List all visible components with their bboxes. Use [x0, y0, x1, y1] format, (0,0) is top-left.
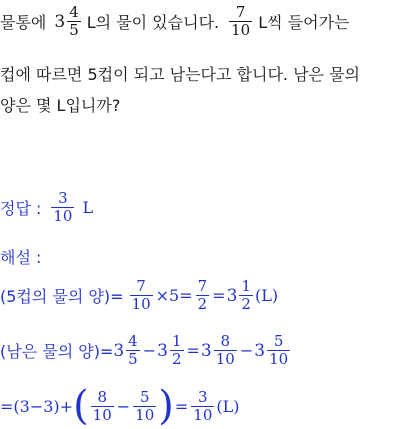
question-text: L씩 들어가는: [258, 13, 350, 32]
equation-2: (남은 물의 양)= 3 $\frac{4}{5}$ − 3 $\frac{1}{2}$ = 3 $\frac{8}{10}$ − 3 $\frac{5}{10}$: [0, 332, 289, 368]
question-text: L의 물이 있습니다.: [86, 13, 220, 32]
answer-label: 정답 :: [0, 199, 42, 218]
mixed-number: 3 $\frac{4}{5}$: [54, 3, 79, 39]
answer-line: [0, 190, 93, 225]
answer-unit: L: [82, 198, 94, 217]
explanation-label: 해설 :: [0, 248, 42, 267]
answer-fraction: $\frac{3}{10}$: [53, 189, 73, 225]
equation-1: (5컵의 물의 양)= $\frac{7}{10}$ ×5= $\frac{7}{2}$ = 3 $\frac{1}{2}$ (L): [0, 277, 279, 313]
question-line-3: 양은 몇 L입니까?: [0, 96, 121, 115]
equation-3: =(3−3)+ ( $\frac{8}{10}$ − $\frac{5}{10}$ ) = $\frac{3}{10}$ (L): [0, 383, 240, 429]
fraction: $\frac{7}{10}$: [231, 3, 251, 39]
question-line-1: [0, 4, 350, 39]
question-line-2: 컵에 따르면 5컵이 되고 남는다고 합니다. 남은 물의: [0, 65, 360, 84]
question-text: 물통에: [0, 13, 47, 32]
